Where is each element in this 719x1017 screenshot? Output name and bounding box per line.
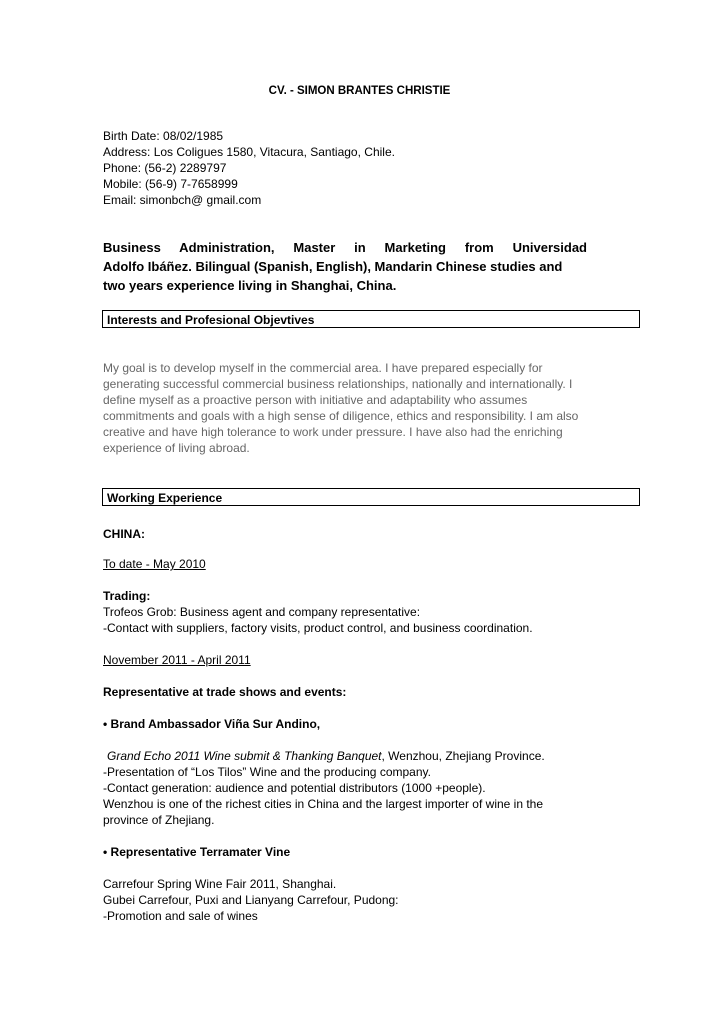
period-2: November 2011 - April 2011 [103, 653, 251, 667]
country-heading: CHINA: [103, 527, 145, 541]
objective-line: experience of living abroad. [103, 441, 250, 455]
bullet1-line: province of Zhejiang. [103, 813, 215, 827]
objective-line: My goal is to develop myself in the commercial area. I have prepared especially for [103, 361, 543, 375]
event1-location: , Wenzhou, Zhejiang Province. [381, 749, 545, 763]
bullet2-line: Gubei Carrefour, Puxi and Lianyang Carrefour, Pudong: [103, 893, 399, 907]
address: Address: Los Coligues 1580, Vitacura, Santiago, Chile. [103, 145, 395, 159]
objective-line: creative and have high tolerance to work under pressure. I have also had the enriching [103, 425, 563, 439]
mobile: Mobile: (56-9) 7-7658999 [103, 177, 238, 191]
objective-line: define myself as a proactive person with initiative and adaptability who assumes [103, 393, 528, 407]
page-title: CV. - SIMON BRANTES CHRISTIE [268, 85, 451, 97]
bullet1-line: -Presentation of “Los Tilos” Wine and the producing company. [103, 765, 431, 779]
bullet2-line: -Promotion and sale of wines [103, 909, 258, 923]
event1-name: Grand Echo 2011 Wine submit & Thanking Banquet [107, 749, 382, 763]
job1-title: Trading: [103, 589, 151, 603]
job2-heading: Representative at trade shows and events: [103, 685, 347, 699]
job1-line: Trofeos Grob: Business agent and company representative: [103, 605, 421, 619]
bullet2-line: Carrefour Spring Wine Fair 2011, Shanghai. [103, 877, 337, 891]
event1-line [107, 748, 545, 764]
profile-summary [103, 238, 587, 295]
job1-line: -Contact with suppliers, factory visits, product control, and business coordination. [103, 621, 533, 635]
phone: Phone: (56-2) 2289797 [103, 161, 227, 175]
section-header-work: Working Experience [102, 488, 640, 506]
bullet-brand-ambassador: • Brand Ambassador Viña Sur Andino, [103, 717, 321, 731]
email: Email: simonbch@ gmail.com [103, 193, 262, 207]
bullet1-line: Wenzhou is one of the richest cities in China and the largest importer of wine in the [103, 797, 544, 811]
objective-line: commitments and goals with a high sense of diligence, ethics and responsibility. I am also [103, 409, 579, 423]
summary-line: Business Administration, Master in Marketing from Universidad [103, 240, 587, 255]
summary-line: Adolfo Ibáñez. Bilingual (Spanish, English), Mandarin Chinese studies and [103, 259, 563, 274]
bullet1-line: -Contact generation: audience and potential distributors (1000 +people). [103, 781, 486, 795]
birth-date: Birth Date: 08/02/1985 [103, 129, 224, 143]
objective-paragraph [103, 360, 583, 456]
section-header-interests: Interests and Profesional Objevtives [102, 310, 640, 328]
period-1: To date - May 2010 [103, 557, 206, 571]
objective-line: generating successful commercial business relationships, nationally and internationally. I [103, 377, 573, 391]
bullet-terramater: • Representative Terramater Vine [103, 845, 291, 859]
summary-line: two years experience living in Shanghai, China. [103, 278, 397, 293]
